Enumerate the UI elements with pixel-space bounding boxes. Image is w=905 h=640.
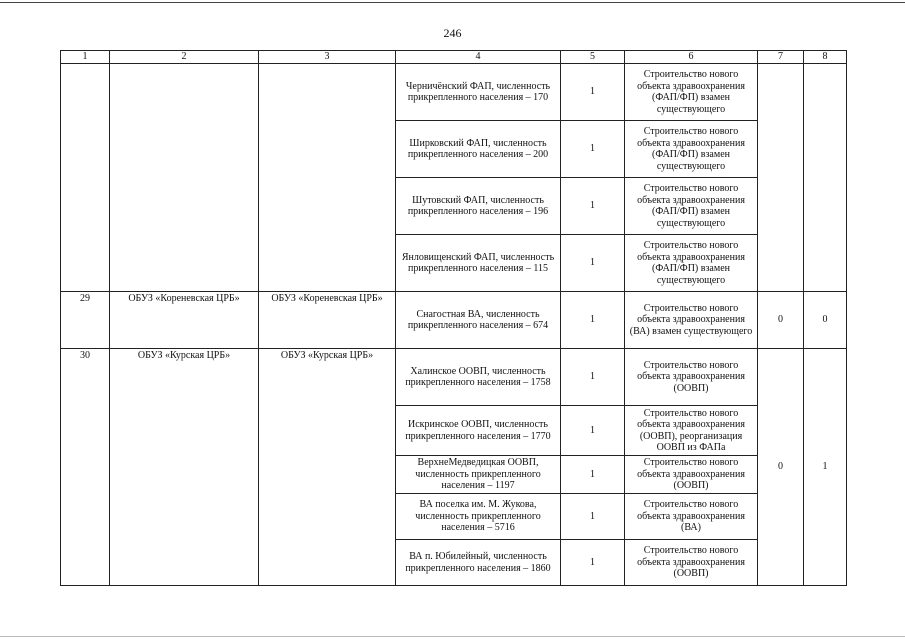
table-row — [61, 349, 847, 406]
institution-cell: ОБУЗ «Курская ЦРБ» — [259, 349, 396, 586]
facility-cell: Снагостная ВА, численность прикрепленного населения – 674 — [396, 292, 561, 349]
value-7-cell: 0 — [758, 292, 804, 349]
bottom-rule — [0, 636, 905, 637]
action-cell: Строительство нового объекта здравоохранения (ФАП/ФП) взамен существующего — [625, 121, 758, 178]
header-col-8: 8 — [804, 51, 847, 64]
header-col-3: 3 — [259, 51, 396, 64]
count-cell: 1 — [561, 406, 625, 456]
action-cell: Строительство нового объекта здравоохранения (ООВП) — [625, 349, 758, 406]
action-cell: Строительство нового объекта здравоохранения (ВА) взамен существующего — [625, 292, 758, 349]
facility-cell: ВА п. Юбилейный, численность прикрепленного населения – 1860 — [396, 540, 561, 586]
header-col-6: 6 — [625, 51, 758, 64]
header-col-2: 2 — [110, 51, 259, 64]
institution-cell — [259, 64, 396, 292]
row-number-cell: 30 — [61, 349, 110, 586]
facilities-table — [60, 50, 847, 586]
value-8-cell: 1 — [804, 349, 847, 586]
value-8-cell — [804, 64, 847, 292]
action-cell: Строительство нового объекта здравоохранения (ООВП) — [625, 540, 758, 586]
facility-cell: Черничёнский ФАП, численность прикрепленного населения – 170 — [396, 64, 561, 121]
count-cell: 1 — [561, 540, 625, 586]
institution-cell: ОБУЗ «Кореневская ЦРБ» — [259, 292, 396, 349]
facility-cell: Искринское ООВП, численность прикрепленного населения – 1770 — [396, 406, 561, 456]
top-rule — [0, 2, 905, 3]
table-row — [61, 64, 847, 121]
value-7-cell — [758, 64, 804, 292]
action-cell: Строительство нового объекта здравоохранения (ФАП/ФП) взамен существующего — [625, 235, 758, 292]
organization-cell — [110, 64, 259, 292]
facility-cell: Ширковский ФАП, численность прикрепленного населения – 200 — [396, 121, 561, 178]
facility-cell: Янловищенский ФАП, численность прикрепленного населения – 115 — [396, 235, 561, 292]
count-cell: 1 — [561, 235, 625, 292]
count-cell: 1 — [561, 292, 625, 349]
count-cell: 1 — [561, 64, 625, 121]
table-row — [61, 292, 847, 349]
action-cell: Строительство нового объекта здравоохранения (ФАП/ФП) взамен существующего — [625, 178, 758, 235]
count-cell: 1 — [561, 494, 625, 540]
facility-cell: Шутовский ФАП, численность прикрепленного населения – 196 — [396, 178, 561, 235]
header-col-4: 4 — [396, 51, 561, 64]
value-8-cell: 0 — [804, 292, 847, 349]
facility-cell: Халинское ООВП, численность прикрепленного населения – 1758 — [396, 349, 561, 406]
action-cell: Строительство нового объекта здравоохранения (ВА) — [625, 494, 758, 540]
organization-cell: ОБУЗ «Курская ЦРБ» — [110, 349, 259, 586]
header-col-5: 5 — [561, 51, 625, 64]
count-cell: 1 — [561, 121, 625, 178]
value-7-cell: 0 — [758, 349, 804, 586]
row-number-cell: 29 — [61, 292, 110, 349]
facility-cell: ВерхнеМедведицкая ООВП, численность прикрепленного населения – 1197 — [396, 456, 561, 494]
action-cell: Строительство нового объекта здравоохранения (ФАП/ФП) взамен существующего — [625, 64, 758, 121]
count-cell: 1 — [561, 456, 625, 494]
header-col-7: 7 — [758, 51, 804, 64]
row-number-cell — [61, 64, 110, 292]
header-col-1: 1 — [61, 51, 110, 64]
action-cell: Строительство нового объекта здравоохранения (ООВП), реорганизация ООВП из ФАПа — [625, 406, 758, 456]
header-row — [61, 51, 847, 64]
facility-cell: ВА поселка им. М. Жукова, численность прикрепленного населения – 5716 — [396, 494, 561, 540]
action-cell: Строительство нового объекта здравоохранения (ООВП) — [625, 456, 758, 494]
count-cell: 1 — [561, 178, 625, 235]
organization-cell: ОБУЗ «Кореневская ЦРБ» — [110, 292, 259, 349]
page-number: 246 — [443, 26, 462, 40]
count-cell: 1 — [561, 349, 625, 406]
